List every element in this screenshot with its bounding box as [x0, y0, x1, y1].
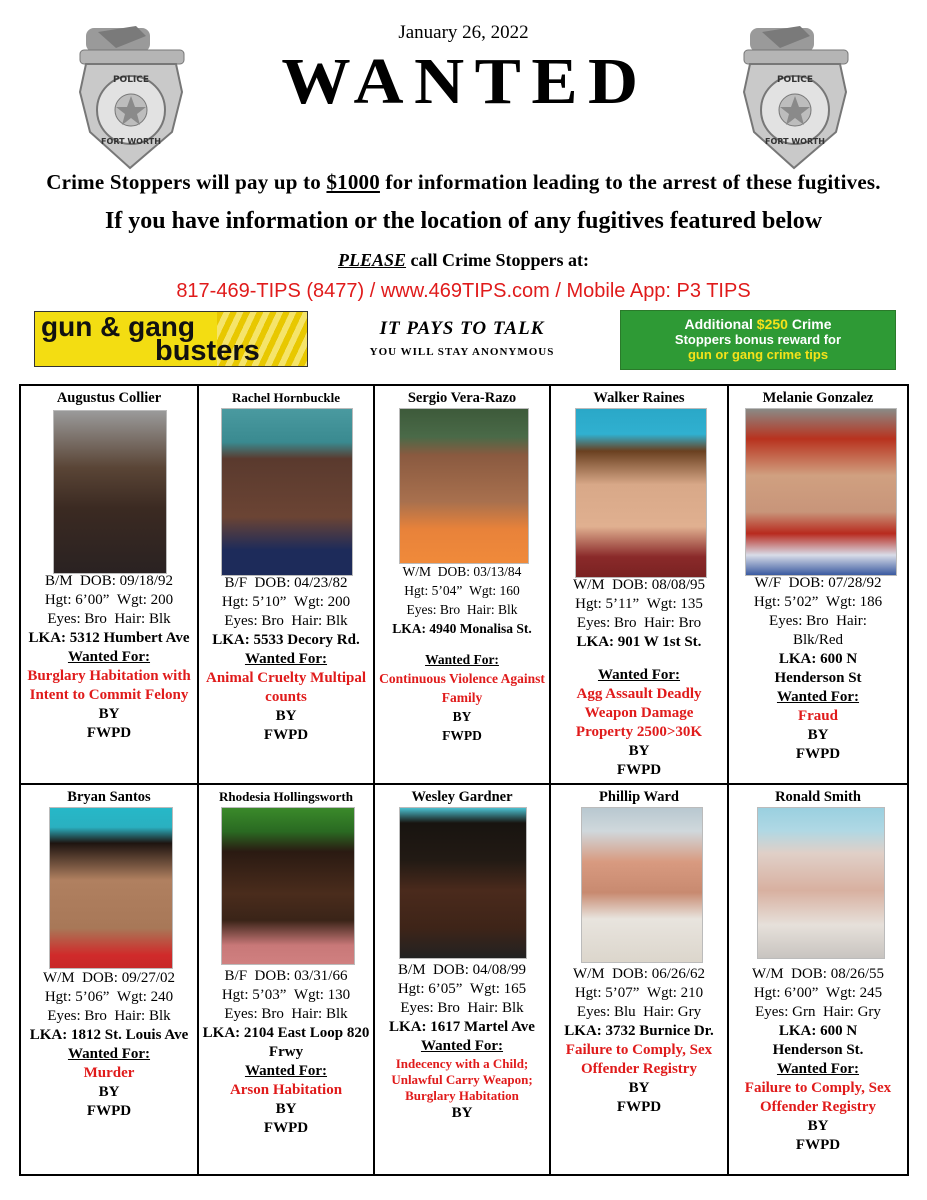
fugitive-name: Walker Raines — [593, 390, 685, 406]
fugitive-name: Bryan Santos — [67, 789, 151, 805]
fugitive-details: W/M DOB: 08/26/55 Hgt: 6’00” Wgt: 245 Eyes: Grn Hair: Gry LKA: 600 N Henderson St. Wanted For: Failure to Comply, Sex Offender Registry BY FWPD — [744, 966, 892, 1153]
fugitive-details: B/M DOB: 04/08/99 Hgt: 6’05” Wgt: 165 Eyes: Bro Hair: Blk LKA: 1617 Martel Ave Wanted For: Indecency with a Child; Unlawful Carry Weapon; Burglary Habitation BY — [389, 962, 535, 1121]
fugitive-photo — [49, 807, 173, 969]
reward-line: Crime Stoppers will pay up to $1000 for information leading to the arrest of these fugitives. — [46, 170, 881, 194]
fugitive-photo — [221, 807, 355, 965]
fugitive-photo — [53, 410, 167, 574]
fugitive-photo — [221, 408, 353, 576]
contact-line[interactable]: 817-469-TIPS (8477) / www.469TIPS.com / Mobile App: P3 TIPS — [176, 280, 751, 302]
fugitive-photo — [575, 408, 707, 578]
fugitive-card — [728, 784, 908, 1175]
fugitive-card — [20, 385, 198, 784]
fugitive-photo — [399, 807, 527, 959]
svg-text:POLICE: POLICE — [112, 75, 150, 85]
info-line: If you have information or the location of any fugitives featured below — [104, 208, 823, 234]
fugitive-details: B/F DOB: 04/23/82 Hgt: 5’10” Wgt: 200 Eyes: Bro Hair: Blk LKA: 5533 Decory Rd. Wanted For: Animal Cruelty Multipal counts BY FWPD — [206, 575, 366, 743]
fugitive-photo — [745, 408, 897, 576]
fugitive-details: W/M DOB: 08/08/95 Hgt: 5’11” Wgt: 135 Eyes: Bro Hair: Bro LKA: 901 W 1st St. Wanted For: Agg Assault Deadly Weapon Damage Property 2500>30K BY FWPD — [572, 577, 706, 778]
fugitive-name: Phillip Ward — [599, 789, 679, 805]
fugitive-name: Rachel Hornbuckle — [232, 390, 340, 405]
fugitive-photo — [581, 807, 703, 963]
svg-text:FORT WORTH: FORT WORTH — [101, 137, 161, 146]
fugitive-card — [550, 385, 728, 784]
fugitive-details: B/M DOB: 09/18/92 Hgt: 6’00” Wgt: 200 Eyes: Bro Hair: Blk LKA: 5312 Humbert Ave Wanted For: Burglary Habitation with Intent to Commit Felony BY FWPD — [27, 573, 191, 741]
police-badge-left — [76, 22, 196, 172]
fugitive-details: B/F DOB: 03/31/66 Hgt: 5’03” Wgt: 130 Eyes: Bro Hair: Blk LKA: 2104 East Loop 820 Frwy Wanted For: Arson Habitation BY FWPD — [202, 968, 370, 1136]
svg-text:FORT WORTH: FORT WORTH — [765, 137, 825, 146]
fugitive-photo — [399, 408, 529, 564]
fugitive-name: Rhodesia Hollingsworth — [219, 789, 353, 804]
fugitive-card — [198, 385, 374, 784]
fugitive-name: Sergio Vera-Razo — [407, 390, 517, 406]
wanted-title: WANTED — [281, 45, 649, 118]
fugitive-card — [374, 385, 550, 784]
fugitive-card — [20, 784, 198, 1175]
fugitive-card — [728, 385, 908, 784]
fugitive-name: Wesley Gardner — [411, 789, 513, 805]
fugitive-details: W/F DOB: 07/28/92 Hgt: 5’02” Wgt: 186 Eyes: Bro Hair: Blk/Red LKA: 600 N Henderson St Wanted For: Fraud BY FWPD — [753, 575, 883, 762]
svg-text:POLICE: POLICE — [776, 75, 814, 85]
call-line: PLEASE call Crime Stoppers at: — [338, 250, 589, 270]
fugitive-name: Augustus Collier — [56, 390, 162, 406]
fugitive-name: Melanie Gonzalez — [762, 390, 874, 406]
it-pays-to-talk: IT PAYS TO TALK — [379, 318, 545, 339]
fugitive-grid — [19, 384, 909, 1176]
anonymous-note: YOU WILL STAY ANONYMOUS — [369, 346, 555, 358]
fugitive-details: W/M DOB: 03/13/84 Hgt: 5’04” Wgt: 160 Eyes: Bro Hair: Blk LKA: 4940 Monalisa St. Wanted For: Continuous Violence Against Family BY FWPD — [379, 564, 545, 743]
fugitive-card — [550, 784, 728, 1175]
police-badge-right — [740, 22, 860, 172]
fugitive-details: W/M DOB: 09/27/02 Hgt: 5’06” Wgt: 240 Eyes: Bro Hair: Blk LKA: 1812 St. Louis Ave Wanted For: Murder BY FWPD — [29, 970, 189, 1119]
fugitive-details: W/M DOB: 06/26/62 Hgt: 5’07” Wgt: 210 Eyes: Blu Hair: Gry LKA: 3732 Burnice Dr. Failure to Comply, Sex Offender Registry BY FWPD — [564, 966, 714, 1115]
fugitive-name: Ronald Smith — [775, 789, 861, 805]
gun-gang-busters-logo: gun & gang busters — [34, 311, 308, 367]
flyer-date: January 26, 2022 — [398, 22, 529, 43]
fugitive-card — [374, 784, 550, 1175]
fugitive-card — [198, 784, 374, 1175]
bonus-reward-banner: Additional $250 Crime Stoppers bonus reward for gun or gang crime tips — [620, 310, 896, 370]
fugitive-photo — [757, 807, 885, 959]
